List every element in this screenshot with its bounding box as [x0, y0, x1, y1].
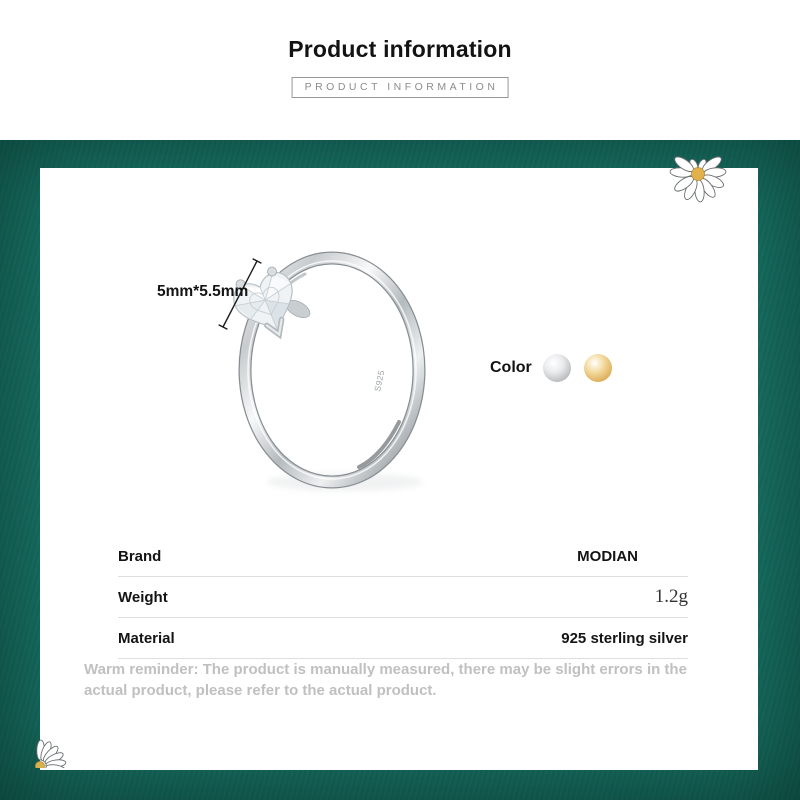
- warm-reminder-text: Warm reminder: The product is manually measured, there may be slight errors in the actual product, please refer to the actual product.: [84, 661, 687, 699]
- engraving-text: S925: [372, 368, 387, 393]
- color-swatch-gold[interactable]: [584, 354, 612, 382]
- spec-value: MODIAN: [577, 547, 638, 565]
- spec-row-weight: [118, 577, 688, 618]
- spec-table: [118, 536, 688, 659]
- ring-image: [140, 232, 470, 498]
- spec-row-brand: [118, 536, 688, 577]
- dimension-label: 5mm*5.5mm: [157, 283, 249, 300]
- color-swatch-silver[interactable]: [543, 354, 571, 382]
- spec-label: Material: [118, 629, 175, 647]
- spec-value: 925 sterling silver: [561, 629, 688, 647]
- daisy-icon-partial: [30, 732, 70, 768]
- color-label: Color: [490, 359, 532, 376]
- spec-label: Brand: [118, 547, 162, 565]
- page-title: Product information: [288, 36, 512, 62]
- spec-label: Weight: [118, 588, 168, 606]
- spec-value: 1.2g: [654, 586, 688, 607]
- spec-row-material: [118, 618, 688, 659]
- daisy-icon: [666, 156, 730, 208]
- page-subtitle-box: PRODUCT INFORMATION: [292, 77, 509, 98]
